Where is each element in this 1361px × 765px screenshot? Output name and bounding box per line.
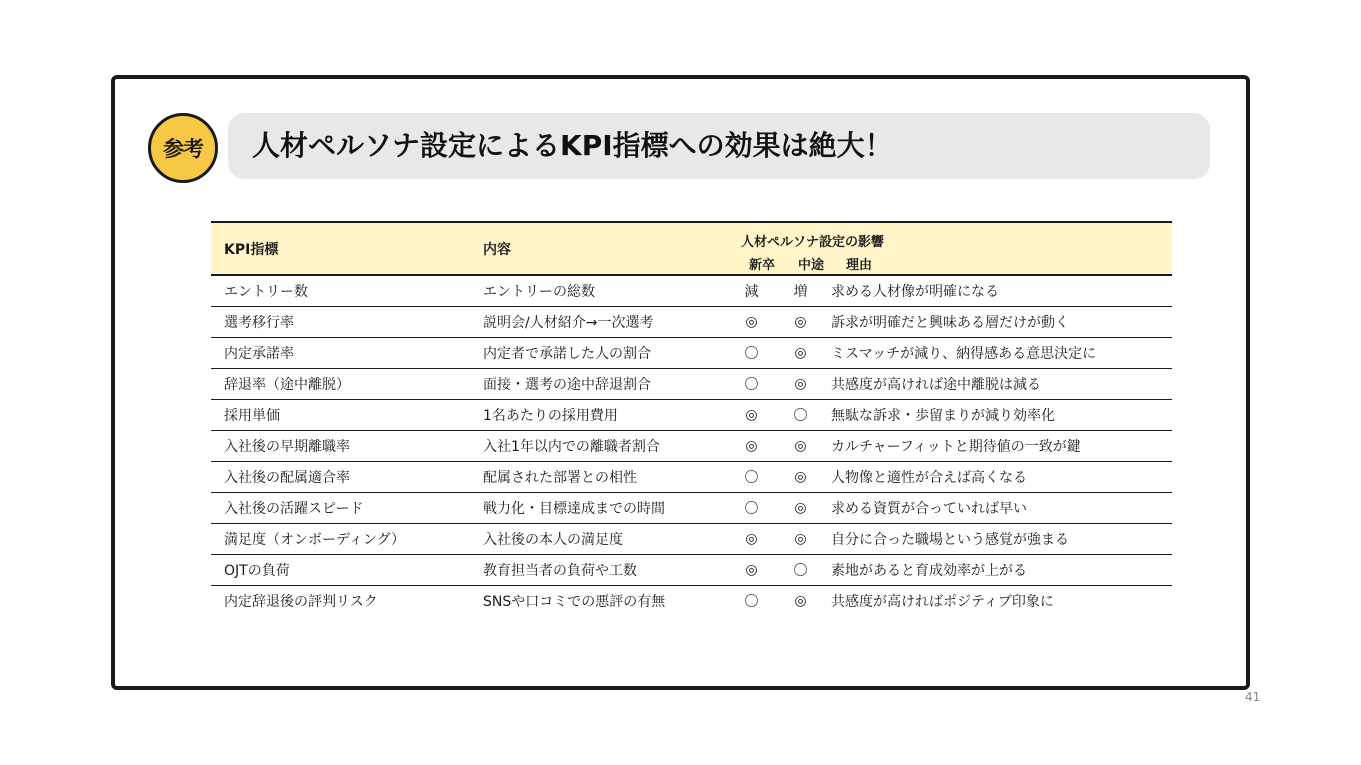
cell-content: SNSや口コミでの悪評の有無 [483, 594, 666, 610]
cell-reason: 人物像と適性が合えば高くなる [825, 462, 1172, 493]
cell-content: 配属された部署との相性 [470, 462, 727, 493]
cell-reason: 無駄な訴求・歩留まりが減り効率化 [825, 400, 1172, 431]
cell-reason: 訴求が明確だと興味ある層だけが動く [825, 307, 1172, 338]
cell-new-grad: ◎ [727, 431, 776, 462]
cell-kpi: OJTの負荷 [211, 555, 470, 586]
cell-content: 入社後の本人の満足度 [470, 524, 727, 555]
cell-reason: ミスマッチが減り、納得感ある意思決定に [825, 338, 1172, 369]
cell-kpi: エントリー数 [211, 275, 470, 307]
cell-reason: 素地があると育成効率が上がる [825, 555, 1172, 586]
cell-new-grad: ◎ [727, 307, 776, 338]
reference-badge: 参考 [148, 113, 218, 183]
cell-kpi: 選考移行率 [211, 307, 470, 338]
table-row [211, 369, 1172, 400]
cell-kpi: 内定辞退後の評判リスク [224, 594, 378, 610]
header-reason: 理由 [846, 258, 873, 273]
cell-content: 内定者で承諾した人の割合 [470, 338, 727, 369]
cell-new-grad: ◎ [727, 524, 776, 555]
cell-kpi: 入社後の早期離職率 [211, 431, 470, 462]
cell-mid-career: ◎ [776, 462, 825, 493]
cell-reason: 自分に合った職場という感覚が強まる [825, 524, 1172, 555]
cell-content: 教育担当者の負荷や工数 [470, 555, 727, 586]
cell-reason: 共感度が高ければポジティブ印象に [831, 594, 1054, 610]
cell-new-grad: 〇 [727, 493, 776, 524]
cell-mid-career: 増 [776, 275, 825, 307]
cell-content: 入社1年以内での離職者割合 [470, 431, 727, 462]
cell-reason: 共感度が高ければ途中離脱は減る [825, 369, 1172, 400]
cell-kpi: 満足度（オンボーディング） [211, 524, 470, 555]
cell-reason: 求める資質が合っていれば早い [825, 493, 1172, 524]
header-mid-career: 中途 [798, 258, 825, 273]
cell-content: 説明会/人材紹介→一次選考 [470, 307, 727, 338]
cell-mid-career: ◎ [794, 593, 807, 609]
table-row [211, 400, 1172, 431]
cell-mid-career: ◎ [776, 493, 825, 524]
cell-content: 面接・選考の途中辞退割合 [470, 369, 727, 400]
table-row [211, 493, 1172, 524]
cell-kpi: 入社後の活躍スピード [211, 493, 470, 524]
page-number: 41 [1245, 690, 1261, 704]
cell-content: 戦力化・目標達成までの時間 [470, 493, 727, 524]
cell-kpi: 内定承諾率 [211, 338, 470, 369]
table-row [211, 338, 1172, 369]
title-bar [228, 113, 1210, 179]
header-new-grad: 新卒 [749, 258, 776, 273]
cell-kpi: 入社後の配属適合率 [211, 462, 470, 493]
cell-kpi: 採用単価 [211, 400, 470, 431]
header-kpi: KPI指標 [211, 222, 470, 275]
cell-reason: 求める人材像が明確になる [825, 275, 1172, 307]
cell-mid-career: 〇 [776, 555, 825, 586]
cell-new-grad: ◎ [727, 555, 776, 586]
cell-content: 1名あたりの採用費用 [470, 400, 727, 431]
header-content: 内容 [470, 222, 727, 275]
cell-mid-career: ◎ [776, 369, 825, 400]
cell-mid-career: ◎ [776, 524, 825, 555]
cell-mid-career: ◎ [776, 338, 825, 369]
cell-new-grad: 〇 [727, 338, 776, 369]
cell-mid-career: ◎ [776, 431, 825, 462]
slide-title: 人材ペルソナ設定によるKPI指標への効果は絶大！ [252, 129, 893, 162]
table-row [211, 431, 1172, 462]
table-row [211, 307, 1172, 338]
table-row [211, 555, 1172, 586]
cell-new-grad: 〇 [727, 462, 776, 493]
table-row [211, 275, 1172, 307]
header-impact-group [727, 222, 1172, 275]
cell-mid-career: ◎ [776, 307, 825, 338]
header-impact-title: 人材ペルソナ設定の影響 [741, 235, 885, 250]
table-row [211, 462, 1172, 493]
cell-new-grad: 〇 [744, 594, 759, 610]
cell-mid-career: 〇 [776, 400, 825, 431]
cell-new-grad: 減 [727, 275, 776, 307]
cell-kpi: 辞退率（途中離脱） [211, 369, 470, 400]
cell-new-grad: 〇 [727, 369, 776, 400]
table-row [211, 586, 1172, 617]
cell-new-grad: ◎ [727, 400, 776, 431]
cell-content: エントリーの総数 [470, 275, 727, 307]
table-row [211, 524, 1172, 555]
cell-reason: カルチャーフィットと期待値の一致が鍵 [825, 431, 1172, 462]
table-header-row [211, 222, 1172, 275]
kpi-table [211, 221, 1172, 616]
